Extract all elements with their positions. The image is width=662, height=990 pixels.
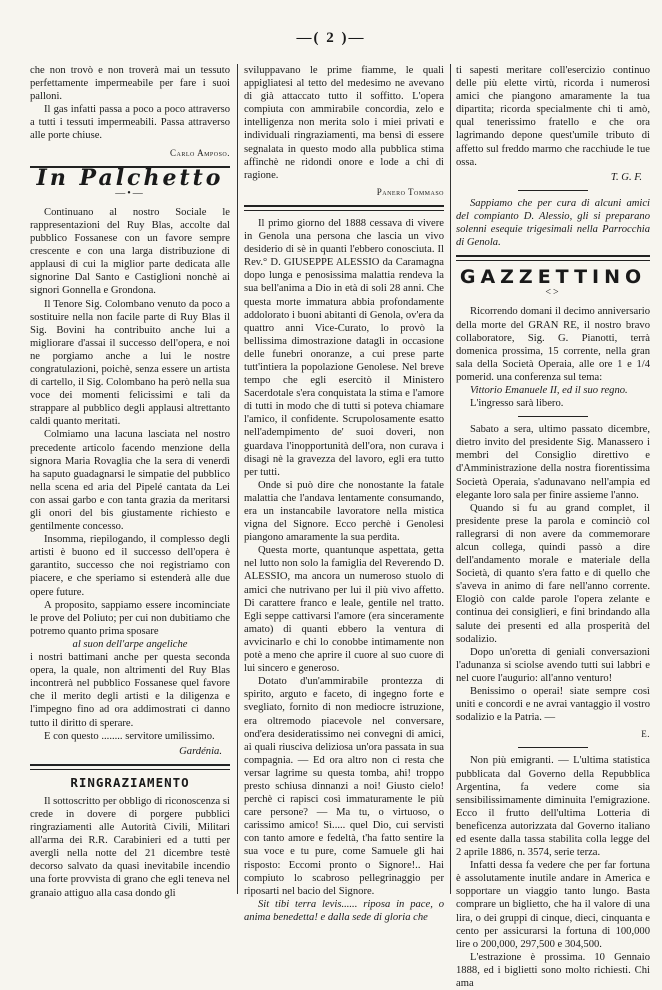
divider	[30, 769, 230, 770]
paragraph: Insomma, riepilogando, il complesso degli artisti è buono ed il successo dell'opera è garantito, successo che noi registriamo con piacere, e che speriamo si estenderà alle due opere future.	[30, 534, 230, 598]
signature: Carlo Amposo.	[169, 147, 230, 158]
paragraph: ti sapesti meritare coll'esercizio continuo delle più elette virtù, ricorda i numerosi amici che piangono amaramente la tua dipartita; ricorda specialmente chi ti amò, qual tenerissimo fratello e che ora lagrimando depone quest'umile tributo di affetto sul freddo marmo che racchiude le tue ossa.	[456, 65, 650, 168]
paragraph: Dotato d'un'ammirabile prontezza di spirito, arguto e faceto, di ingegno forte e svegliato, fornito di non mediocre istruzione, era oltremodo piacevole nel conversare, ond'era desideratissimo nei convegni di amici, ai quali riusciva deliziosa un'ora passata in sua compagnia. — Ed ora altro non ci resta che versar lagrime su questa tomba, ahi! troppo presto schiusa dinnanzi a noi! Giusto cielo! perchè ci rapisci così immaturamente le più care persone? — Ma tu, o virtuoso, o carissimo amico! Sì..... quel Dio, cui servisti con tanto amore e fedeltà, t'ha fatto sentire la sua voce e tu pure, come Samuele gli hai risposto: Eccomi pronto o Signore!.. Hai compiuto lo scabroso pellegrinaggio per riposarti nel bacio del Signore.	[244, 676, 444, 897]
paragraph: Infatti dessa fa vedere che per far fortuna è assolutamente inutile andare in America e sopportare un viaggio tanto lungo. Basta comprare un biglietto, che ha il valore di una lira, o dei gruppi di cinque, dieci, cinquanta e cento per assicurarsi la fortuna di 100,000 lire o 200,000, 297,500 e 304,500.	[456, 860, 650, 950]
column-1	[30, 64, 230, 899]
signature: Gardénia.	[179, 745, 222, 757]
page-number: —( 2 )—	[296, 30, 366, 46]
divider	[456, 260, 650, 261]
paragraph: A proposito, sappiamo essere incominciate le prove del Poliuto; per cui non dubitiamo che potremo quanto prima sposare	[30, 599, 230, 637]
section-title-palchetto: In Palchetto	[36, 164, 224, 191]
paragraph: che non trovò e non troverà mai un tessuto perfettamente impermeabile per fare i suoi palloni.	[30, 65, 230, 103]
divider	[518, 190, 588, 191]
section-title-gazzettino: GAZZETTINO	[459, 266, 647, 289]
paragraph: Il Tenore Sig. Colombano venuto da poco a sostituire nella non facile parte di Ruy Blas il Sig. Bovini ha contribuito anche lui a migliorare d'assai il successo dell'opera, e noi ne porgiamo anche a lui le nostre congratulazioni, poichè, senza essere un artista di cartello, il Sig. Colombano ha però nella sua voce dei momenti felicissimi e tali da strappare al pubblico degli applausi altrettanto caldi quanto meritati.	[30, 298, 230, 428]
paragraph: L'estrazione è prossima. 10 Gennaio 1888, ed i biglietti sono molto richiesti. Chi ama	[456, 951, 650, 989]
note-paragraph: Sappiamo che per cura di alcuni amici del compianto D. Alessio, gli si preparano solenni esequie trigesimali nella Parrocchia di Genola.	[456, 197, 650, 249]
divider	[518, 416, 588, 417]
divider	[456, 255, 650, 257]
signature: E.	[641, 729, 650, 740]
paragraph: Continuano al nostro Sociale le rappresentazioni del Ruy Blas, accolte dal pubblico Fossanese con un favore sempre crescente e con una larga distribuzione di applausi di cui la miglior parte dedicata alle signorine Dal Santo e Castiglioni nonchè ai signori Gonnella e Grondona.	[30, 206, 230, 297]
paragraph: Sit tibi terra levis...... riposa in pace, o anima benedetta! e dalla sede di gloria che	[244, 898, 444, 923]
signature: T. G. F.	[610, 171, 642, 183]
paragraph: Questa morte, quantunque aspettata, getta nel lutto non solo la famiglia del Reverendo D. ALESSIO, ma ancora un numeroso stuolo di amici che nutrivano per lui il più vivo affetto. Di carattere franco e leale, gentile nel tratto. Egli seppe cattivarsi l'amore (era sinceramente amato) di quanti ebbero la ventura di avvicinarlo e chi lo conobbe intimamente non potè a meno che aprire il cuore al suo cuore di lui sincero e generoso.	[244, 545, 444, 675]
column-2	[244, 64, 444, 923]
paragraph: Onde si può dire che nonostante la fatale malattia che l'andava lentamente consumando, era un instancabile lavoratore nella mistica vigna del Signore. Ecco perchè i Genolesi piangono amaramente la sua perdita.	[244, 479, 444, 544]
verse-quote: al suon dell'arpe angeliche	[72, 638, 188, 650]
divider	[244, 205, 444, 207]
divider	[30, 764, 230, 766]
ornament-divider: —•—	[115, 187, 145, 199]
paragraph: Non più emigranti. — L'ultima statistica pubblicata dal Governo della Repubblica Argentina, fa vedere come sia sensibilissimamente diminuita l'emigrazione. Ecco il frutto dell'ultima Lotteria di beneficenza autorizzata dal Governo italiano ed esente dalla tassa stabilita colla legge del 2 aprile 1886, n. 3574, serie terza.	[456, 755, 650, 859]
paragraph: E con questo ........ servitore umilissimo.	[44, 730, 215, 742]
paragraph: Benissimo o operai! siate sempre così uniti e concordi e ne avrai vantaggio il vostro sodalizio e la Patria. —	[456, 686, 650, 724]
paragraph: Dopo un'oretta di geniali conversazioni l'adunanza si sciolse avendo tutti sui labbri e nel cuore l'augurio: all'anno venturo!	[456, 646, 650, 684]
conference-theme: Vittorio Emanuele II, ed il suo regno.	[470, 384, 628, 396]
signature: Panero Tommaso	[376, 186, 444, 197]
ornament-divider: <>	[545, 287, 561, 299]
column-divider	[450, 64, 451, 894]
divider	[518, 747, 588, 748]
column-divider	[237, 64, 238, 894]
paragraph: L'ingresso sarà libero.	[470, 398, 564, 410]
column-3	[456, 64, 650, 989]
paragraph: Il primo giorno del 1888 cessava di vivere in Genola una persona che lascia un vivo desiderio di sè in quanti l'ebbero conosciuta. Il Rev.° D. GIUSEPPE ALESSIO da Caramagna dopo lunga e penosissima malattia rendeva la sua bell'anima a Dio in età di soli 28 anni. Che questa morte immatura abbia profondamente addolorato i buoni abitanti di Genola, ov'era da quattro anni Vice-Curato, lo provò la bellissima dimostrazione datagli in occasione delle funebri onoranze, a cui prese parte tutt'intiera la popolazione Genolese. Nel breve tempo che egli esercitò il Ministero Sacerdotale s'era conquistata la stima e l'amore di tutti in modo che di tutti si poteva chiamare l'amico, il confidente. Scrupolosamente esatto nell'adempimento de' suoi doveri, non guardava l'inopportunità dell'ora, non curava i disagi nè la gravezza del lavoro, egli era tutto per tutti.	[244, 217, 444, 478]
paragraph: Ricorrendo domani il decimo anniversario della morte del GRAN RE, il nostro bravo collaboratore, Sig. G. Pianotti, terrà domenica prossima, 15 corrente, nella gran sala della Società Operaia, alle ore 1 e 1/4 pomerid. una conferenza sul tema:	[456, 306, 650, 383]
paragraph: Quando si fu au grand complet, il presidente prese la parola e cominciò col rallegrarsi di non avere da commemorare alcun collega, quindi passò a dire dell'andamento morale e materiale della Società, di quanto s'era fatto e di quello che s'aveva in animo di fare nell'anno corrente. Elogiò con calde parole l'opera zelante e continua dei consiglieri, e fini brindando alla salute dei presenti ed alla prosperità del sodalizio.	[456, 502, 650, 645]
paragraph: Colmiamo una lacuna lasciata nel nostro precedente articolo facendo menzione della signora Maria Rovaglia che la sera di venerdì ha saputo guadagnarsi le simpatie del pubblico nella scena ed aria del Pipelé cantata da Lei con assai garbo e con tanta grazia da meritarsi gli onori del bis giustamente richiesto e gentilmente concesso.	[30, 429, 230, 533]
paragraph: sviluppavano le prime fiamme, le quali appigliatesi al tetto del medesimo ne avevano di già attaccato tutto il soffitto. L'opera compiuta con ammirabile concordia, zelo e intelligenza non merita solo i miei privati e individuali ringraziamenti, ma bensì di essere segnalata in questo modo alla pubblica stima affinchè ne ridondi onore e lode a chi di ragione.	[244, 65, 444, 181]
paragraph: Il sottoscritto per obbligo di riconoscenza si crede in dovere di porgere pubblici ringraziamenti alle Autorità Civili, Militari all'arma dei R.R. Carabinieri ed a tutti per avergli nella notte del 21 dicembre testè decorso salvato da quasi inevitabile incendio una forte provvista di grano che egli teneva nel granaio attiguo alla casa dondo gli	[30, 795, 230, 899]
divider	[244, 210, 444, 211]
paragraph: i nostri battimani anche per questa seconda opera, la quale, non altrimenti del Ruy Blas incontrerà nel pubblico Fossanese quel favore che il merito degli artisti e la diligenza e l'impegno fino ad ora addimostrati ci danno tutto il diritto di sperare.	[30, 652, 230, 729]
paragraph: Sabato a sera, ultimo passato dicembre, dietro invito del presidente Sig. Manassero i membri del Consiglio direttivo e d'Amministrazione della nostra fiorentissima Società Operaia, s'adunavano nell'ampia ed elegante loro sala per finire assieme l'anno.	[456, 424, 650, 501]
section-title-ringraziamento: RINGRAZIAMENTO	[70, 774, 190, 790]
paragraph: Il gas infatti passa a poco a poco attraverso a tutti i tessuti impermeabili. Passa attraverso alle porte chiuse.	[30, 104, 230, 142]
